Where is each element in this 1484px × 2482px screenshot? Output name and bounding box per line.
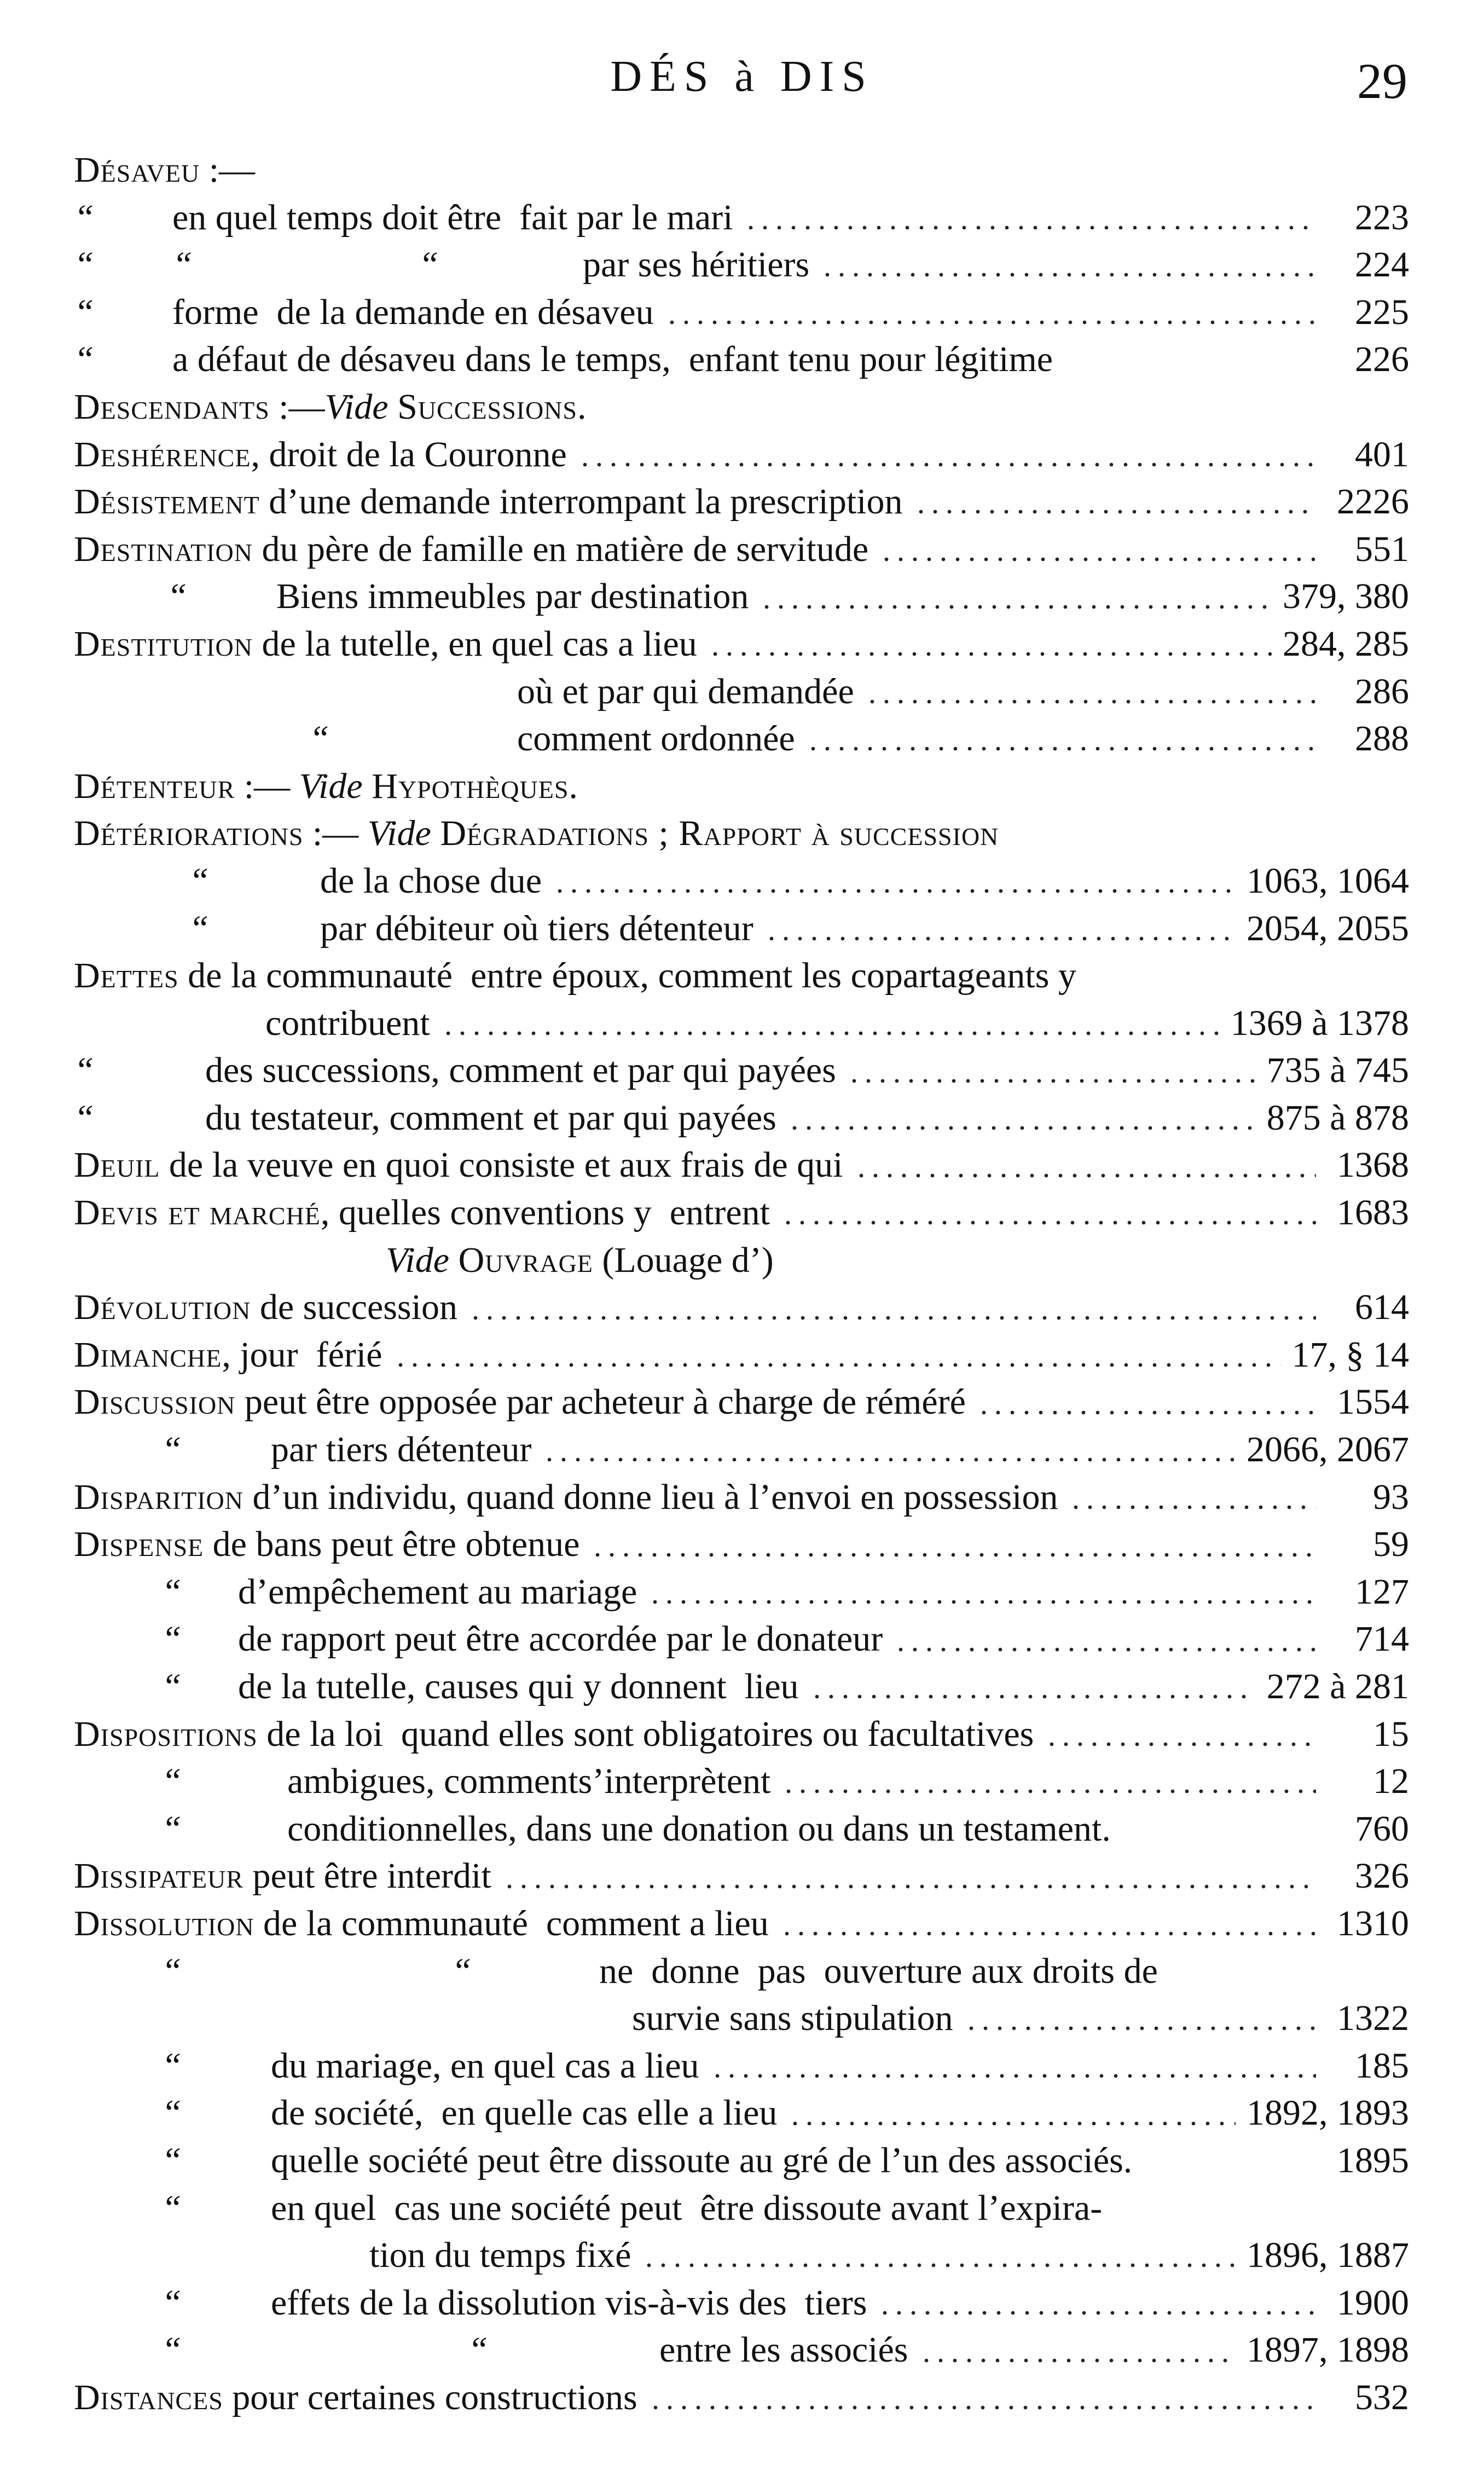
index-entry bbox=[74, 1189, 1409, 1237]
dot-leader bbox=[964, 2026, 1316, 2030]
dot-leader bbox=[879, 557, 1316, 562]
entry-text: du testateur, comment et par qui payées bbox=[205, 1097, 776, 1138]
entry-headword: Discussion bbox=[74, 1382, 236, 1422]
entry-text: quelle société peut être dissoute au gré de l’un des associés. bbox=[271, 2140, 1133, 2180]
index-entry bbox=[74, 431, 1409, 479]
dot-leader bbox=[441, 1031, 1220, 1035]
ditto-mark: “ bbox=[161, 1951, 182, 1991]
index-entry bbox=[74, 1474, 1409, 1521]
index-entry bbox=[74, 668, 1409, 716]
article-reference: 286 bbox=[1355, 671, 1409, 711]
index-entry bbox=[74, 2185, 1409, 2232]
cross-reference: Dégradations ; Rapport à succession bbox=[440, 813, 999, 854]
entry-text: peut être opposée par acheteur à charge de réméré bbox=[235, 1382, 966, 1422]
cross-reference: Ouvrage bbox=[458, 1240, 593, 1280]
index-entry bbox=[74, 573, 1409, 621]
dot-leader bbox=[787, 1126, 1256, 1130]
ditto-mark: “ bbox=[161, 1430, 182, 1470]
entry-text: par débiteur où tiers détenteur bbox=[320, 908, 753, 948]
dot-leader bbox=[744, 225, 1316, 230]
entry-text: peut être interdit bbox=[244, 1856, 491, 1896]
index-entry bbox=[74, 147, 1409, 194]
entry-text: de bans peut être obtenue bbox=[204, 1524, 580, 1565]
index-entry bbox=[74, 1426, 1409, 1474]
entry-headword: Dévolution bbox=[74, 1287, 251, 1328]
article-reference: 185 bbox=[1355, 2045, 1409, 2086]
article-reference: 2226 bbox=[1337, 482, 1409, 522]
index-entry bbox=[74, 1900, 1409, 1948]
cross-reference: Successions. bbox=[397, 386, 587, 427]
entry-text: contribuent bbox=[265, 1003, 430, 1043]
ditto-mark: “ bbox=[451, 1951, 472, 1991]
entry-text: , droit de la Couronne bbox=[251, 434, 567, 475]
ditto-mark: “ bbox=[309, 719, 329, 759]
ditto-mark: “ bbox=[167, 576, 187, 617]
entry-text: de rapport peut être accordée par le donateur bbox=[238, 1619, 883, 1659]
ditto-mark: “ bbox=[161, 2188, 182, 2228]
article-reference: 15 bbox=[1373, 1714, 1409, 1754]
entry-text: par tiers détenteur bbox=[271, 1430, 532, 1470]
ditto-mark: “ bbox=[74, 1097, 94, 1138]
index-entry bbox=[74, 905, 1409, 953]
ditto-mark: “ bbox=[161, 1619, 182, 1659]
article-reference: 225 bbox=[1355, 292, 1409, 332]
index-entry bbox=[74, 1663, 1409, 1711]
dot-leader bbox=[977, 1410, 1316, 1415]
index-entry bbox=[74, 952, 1409, 1000]
entry-headword: Descendants bbox=[74, 386, 270, 427]
dot-leader bbox=[878, 2311, 1316, 2315]
article-reference: 1063, 1064 bbox=[1247, 860, 1409, 901]
index-entry bbox=[74, 1521, 1409, 1569]
entry-text: de la tutelle, en quel cas a lieu bbox=[252, 623, 697, 664]
entry-text bbox=[389, 384, 398, 431]
index-entry bbox=[74, 1284, 1409, 1332]
ditto-mark: “ bbox=[161, 1667, 182, 1706]
entry-text: de société, en quelle cas elle a lieu bbox=[271, 2093, 778, 2133]
entry-headword: Deuil bbox=[74, 1145, 160, 1185]
entry-headword: Dispositions bbox=[74, 1714, 258, 1754]
dot-leader bbox=[810, 1694, 1256, 1699]
dot-leader bbox=[760, 605, 1272, 609]
article-reference: 12 bbox=[1373, 1761, 1409, 1802]
article-reference: 226 bbox=[1355, 339, 1409, 380]
index-entry bbox=[74, 1569, 1409, 1616]
article-reference: 1897, 1898 bbox=[1247, 2330, 1409, 2370]
article-reference: 760 bbox=[1355, 1808, 1409, 1849]
entry-text: d’empêchement au mariage bbox=[238, 1571, 637, 1612]
ditto-mark: “ bbox=[161, 2093, 182, 2133]
dot-leader bbox=[919, 2358, 1236, 2363]
index-entry bbox=[74, 241, 1409, 289]
dot-leader bbox=[847, 1079, 1256, 1083]
entry-text: du mariage, en quel cas a lieu bbox=[271, 2045, 699, 2086]
index-entry bbox=[74, 2327, 1409, 2374]
index-entry bbox=[74, 1000, 1409, 1048]
entry-text: du père de famille en matière de servitude bbox=[252, 529, 869, 569]
entry-headword: Détériorations bbox=[74, 813, 304, 854]
article-reference: 2066, 2067 bbox=[1247, 1430, 1409, 1470]
index-entries bbox=[74, 147, 1409, 2422]
index-entry bbox=[74, 289, 1409, 337]
index-entry bbox=[74, 478, 1409, 526]
ditto-mark: “ bbox=[161, 1571, 182, 1612]
index-entry bbox=[74, 1237, 1409, 1285]
index-entry bbox=[74, 1616, 1409, 1663]
index-entry bbox=[74, 1379, 1409, 1426]
dot-leader bbox=[665, 320, 1316, 325]
article-reference: 401 bbox=[1355, 434, 1409, 475]
entry-text: :— bbox=[235, 766, 299, 806]
dot-leader bbox=[708, 652, 1272, 656]
article-reference: 127 bbox=[1355, 1571, 1409, 1612]
entry-headword: Distances bbox=[74, 2377, 223, 2417]
index-entry bbox=[74, 763, 1409, 811]
index-entry bbox=[74, 1711, 1409, 1758]
dot-leader bbox=[894, 1647, 1316, 1652]
entry-text: :— bbox=[269, 386, 325, 427]
entry-text: pour certaines constructions bbox=[223, 2377, 637, 2417]
entry-headword: Détenteur bbox=[74, 766, 235, 806]
entry-text: ne donne pas ouverture aux droits de bbox=[599, 1951, 1158, 1991]
index-entry bbox=[74, 1758, 1409, 1806]
dot-leader bbox=[502, 1884, 1316, 1889]
entry-headword: Destitution bbox=[74, 623, 253, 664]
page-header bbox=[0, 47, 1484, 112]
entry-text bbox=[449, 1237, 459, 1285]
ditto-mark: “ bbox=[419, 245, 439, 285]
ditto-mark: “ bbox=[161, 1761, 182, 1802]
entry-text: où et par qui demandée bbox=[517, 671, 854, 711]
dot-leader bbox=[780, 1931, 1316, 1936]
entry-text: tion du temps fixé bbox=[369, 2235, 631, 2276]
ditto-mark: “ bbox=[74, 339, 94, 380]
article-reference: 1369 à 1378 bbox=[1230, 1003, 1409, 1043]
article-reference: 17, § 14 bbox=[1291, 1334, 1409, 1375]
index-entry bbox=[74, 526, 1409, 574]
article-reference: 551 bbox=[1355, 529, 1409, 569]
entry-text: effets de la dissolution vis-à-vis des tiers bbox=[271, 2282, 867, 2323]
article-reference: 1892, 1893 bbox=[1247, 2093, 1409, 2133]
article-reference: 2054, 2055 bbox=[1247, 908, 1409, 948]
dot-leader bbox=[854, 1173, 1316, 1178]
entry-text: survie sans stipulation bbox=[632, 1998, 953, 2039]
entry-text: en quel temps doit être fait par le mari bbox=[172, 197, 733, 238]
ditto-mark: “ bbox=[161, 2140, 182, 2180]
index-entry bbox=[74, 2374, 1409, 2422]
vide-reference: Vide bbox=[324, 386, 389, 427]
index-entry bbox=[74, 621, 1409, 668]
vide-reference: Vide bbox=[386, 1240, 450, 1280]
entry-text: forme de la demande en désaveu bbox=[172, 292, 654, 332]
article-reference: 875 à 878 bbox=[1266, 1097, 1409, 1138]
index-entry bbox=[74, 810, 1409, 858]
entry-text: comment ordonnée bbox=[517, 719, 795, 759]
article-reference: 1368 bbox=[1337, 1145, 1409, 1185]
entry-text: d’une demande interrompant la prescription bbox=[259, 482, 903, 522]
entry-text bbox=[363, 763, 372, 811]
dot-leader bbox=[590, 1553, 1316, 1557]
index-entry bbox=[74, 1332, 1409, 1379]
entry-text: par ses héritiers bbox=[583, 245, 810, 285]
index-entry bbox=[74, 1142, 1409, 1189]
entry-text: de succession bbox=[251, 1287, 457, 1328]
entry-text: , quelles conventions y entrent bbox=[320, 1193, 770, 1233]
entry-text: a défaut de désaveu dans le temps, enfant tenu pour légitime bbox=[172, 339, 1053, 380]
index-entry bbox=[74, 194, 1409, 242]
dot-leader bbox=[764, 936, 1236, 941]
index-entry bbox=[74, 1095, 1409, 1142]
index-entry bbox=[74, 1047, 1409, 1095]
entry-headword: Deshérence bbox=[74, 434, 251, 475]
dot-leader bbox=[648, 1600, 1316, 1604]
index-entry bbox=[74, 1995, 1409, 2043]
dot-leader bbox=[648, 2405, 1316, 2410]
entry-headword: Désaveu bbox=[74, 150, 200, 190]
dot-leader bbox=[806, 747, 1316, 751]
entry-text: Biens immeubles par destination bbox=[276, 576, 749, 617]
dot-leader bbox=[393, 1363, 1281, 1367]
entry-text: (Louage d’) bbox=[593, 1240, 774, 1280]
article-reference: 614 bbox=[1355, 1287, 1409, 1328]
ditto-mark: “ bbox=[74, 245, 94, 285]
dot-leader bbox=[914, 510, 1316, 514]
ditto-mark: “ bbox=[189, 908, 209, 948]
ditto-mark: “ bbox=[74, 292, 94, 332]
index-entry bbox=[74, 858, 1409, 905]
index-entry bbox=[74, 1853, 1409, 1900]
entry-headword: Dimanche bbox=[74, 1334, 222, 1375]
vide-reference: Vide bbox=[299, 766, 363, 806]
index-entry bbox=[74, 2090, 1409, 2137]
article-reference: 223 bbox=[1355, 197, 1409, 238]
dot-leader bbox=[788, 2121, 1236, 2126]
article-reference: 1322 bbox=[1337, 1998, 1409, 2039]
article-reference: 284, 285 bbox=[1283, 623, 1409, 664]
page-number: 29 bbox=[1357, 53, 1407, 109]
entry-text: d’un individu, quand donne lieu à l’envoi en possession bbox=[244, 1477, 1058, 1517]
ditto-mark: “ bbox=[468, 2330, 488, 2370]
entry-text: de la communauté comment a lieu bbox=[254, 1903, 769, 1943]
article-reference: 714 bbox=[1355, 1619, 1409, 1659]
index-entry bbox=[74, 384, 1409, 431]
entry-text: des successions, comment et par qui payées bbox=[205, 1050, 836, 1091]
entry-text: de la chose due bbox=[320, 860, 542, 901]
article-reference: 1896, 1887 bbox=[1247, 2235, 1409, 2276]
index-entry bbox=[74, 2279, 1409, 2327]
article-reference: 272 à 281 bbox=[1266, 1667, 1409, 1706]
article-reference: 1900 bbox=[1337, 2282, 1409, 2323]
ditto-mark: “ bbox=[189, 860, 209, 901]
dot-leader bbox=[865, 699, 1316, 704]
running-head: DÉS à DIS bbox=[610, 53, 874, 101]
entry-headword: Disparition bbox=[74, 1477, 244, 1517]
article-reference: 288 bbox=[1355, 719, 1409, 759]
article-reference: 1895 bbox=[1337, 2140, 1409, 2180]
dot-leader bbox=[553, 889, 1236, 893]
entry-headword: Dettes bbox=[74, 956, 179, 996]
entry-text: de la tutelle, causes qui y donnent lieu bbox=[238, 1667, 799, 1706]
index-entry bbox=[74, 1948, 1409, 1995]
entry-text: , jour férié bbox=[222, 1334, 382, 1375]
dot-leader bbox=[1045, 1742, 1316, 1746]
article-reference: 93 bbox=[1373, 1477, 1409, 1517]
entry-text: en quel cas une société peut être dissoute avant l’expira- bbox=[271, 2188, 1103, 2228]
entry-text bbox=[431, 810, 440, 858]
article-reference: 326 bbox=[1355, 1856, 1409, 1896]
entry-headword: Devis et marché bbox=[74, 1193, 321, 1233]
entry-text: de la veuve en quoi consiste et aux frais de qui bbox=[160, 1145, 843, 1185]
ditto-mark: “ bbox=[74, 197, 94, 238]
dot-leader bbox=[642, 2263, 1236, 2267]
index-entry bbox=[74, 2043, 1409, 2090]
entry-text: entre les associés bbox=[659, 2330, 908, 2370]
ditto-mark: “ bbox=[161, 2330, 182, 2370]
dot-leader bbox=[710, 2074, 1317, 2078]
dot-leader bbox=[820, 273, 1316, 277]
index-entry bbox=[74, 336, 1409, 384]
article-reference: 532 bbox=[1355, 2377, 1409, 2417]
ditto-mark: “ bbox=[161, 2045, 182, 2086]
entry-headword: Dissolution bbox=[74, 1903, 254, 1943]
article-reference: 59 bbox=[1373, 1524, 1409, 1565]
entry-headword: Dispense bbox=[74, 1524, 204, 1565]
article-reference: 1554 bbox=[1337, 1382, 1409, 1422]
article-reference: 735 à 745 bbox=[1266, 1050, 1409, 1091]
entry-text: conditionnelles, dans une donation ou dans un testament. bbox=[287, 1808, 1111, 1849]
entry-text: de la loi quand elles sont obligatoires ou facultatives bbox=[257, 1714, 1034, 1754]
article-reference: 379, 380 bbox=[1283, 576, 1409, 617]
entry-headword: Dissipateur bbox=[74, 1856, 244, 1896]
dot-leader bbox=[1069, 1505, 1316, 1509]
entry-text: ambigues, comments’interprètent bbox=[287, 1761, 771, 1802]
entry-text: de la communauté entre époux, comment les copartageants y bbox=[178, 956, 1076, 996]
entry-headword: Destination bbox=[74, 529, 253, 569]
ditto-mark: “ bbox=[172, 245, 193, 285]
entry-text: :— bbox=[303, 813, 368, 854]
dot-leader bbox=[781, 1789, 1316, 1793]
ditto-mark: “ bbox=[161, 1808, 182, 1849]
index-entry bbox=[74, 2137, 1409, 2185]
article-reference: 224 bbox=[1355, 245, 1409, 285]
index-entry bbox=[74, 2232, 1409, 2279]
dot-leader bbox=[578, 462, 1316, 467]
ditto-mark: “ bbox=[74, 1050, 94, 1091]
dot-leader bbox=[781, 1220, 1316, 1225]
entry-headword: Désistement bbox=[74, 482, 260, 522]
dot-leader bbox=[468, 1316, 1316, 1320]
article-reference: 1683 bbox=[1337, 1193, 1409, 1233]
dot-leader bbox=[542, 1457, 1236, 1462]
ditto-mark: “ bbox=[161, 2282, 182, 2323]
article-reference: 1310 bbox=[1337, 1903, 1409, 1943]
index-entry bbox=[74, 715, 1409, 763]
vide-reference: Vide bbox=[367, 813, 431, 854]
entry-text: :— bbox=[200, 150, 256, 190]
index-entry bbox=[74, 1806, 1409, 1853]
cross-reference: Hypothèques. bbox=[372, 766, 578, 806]
